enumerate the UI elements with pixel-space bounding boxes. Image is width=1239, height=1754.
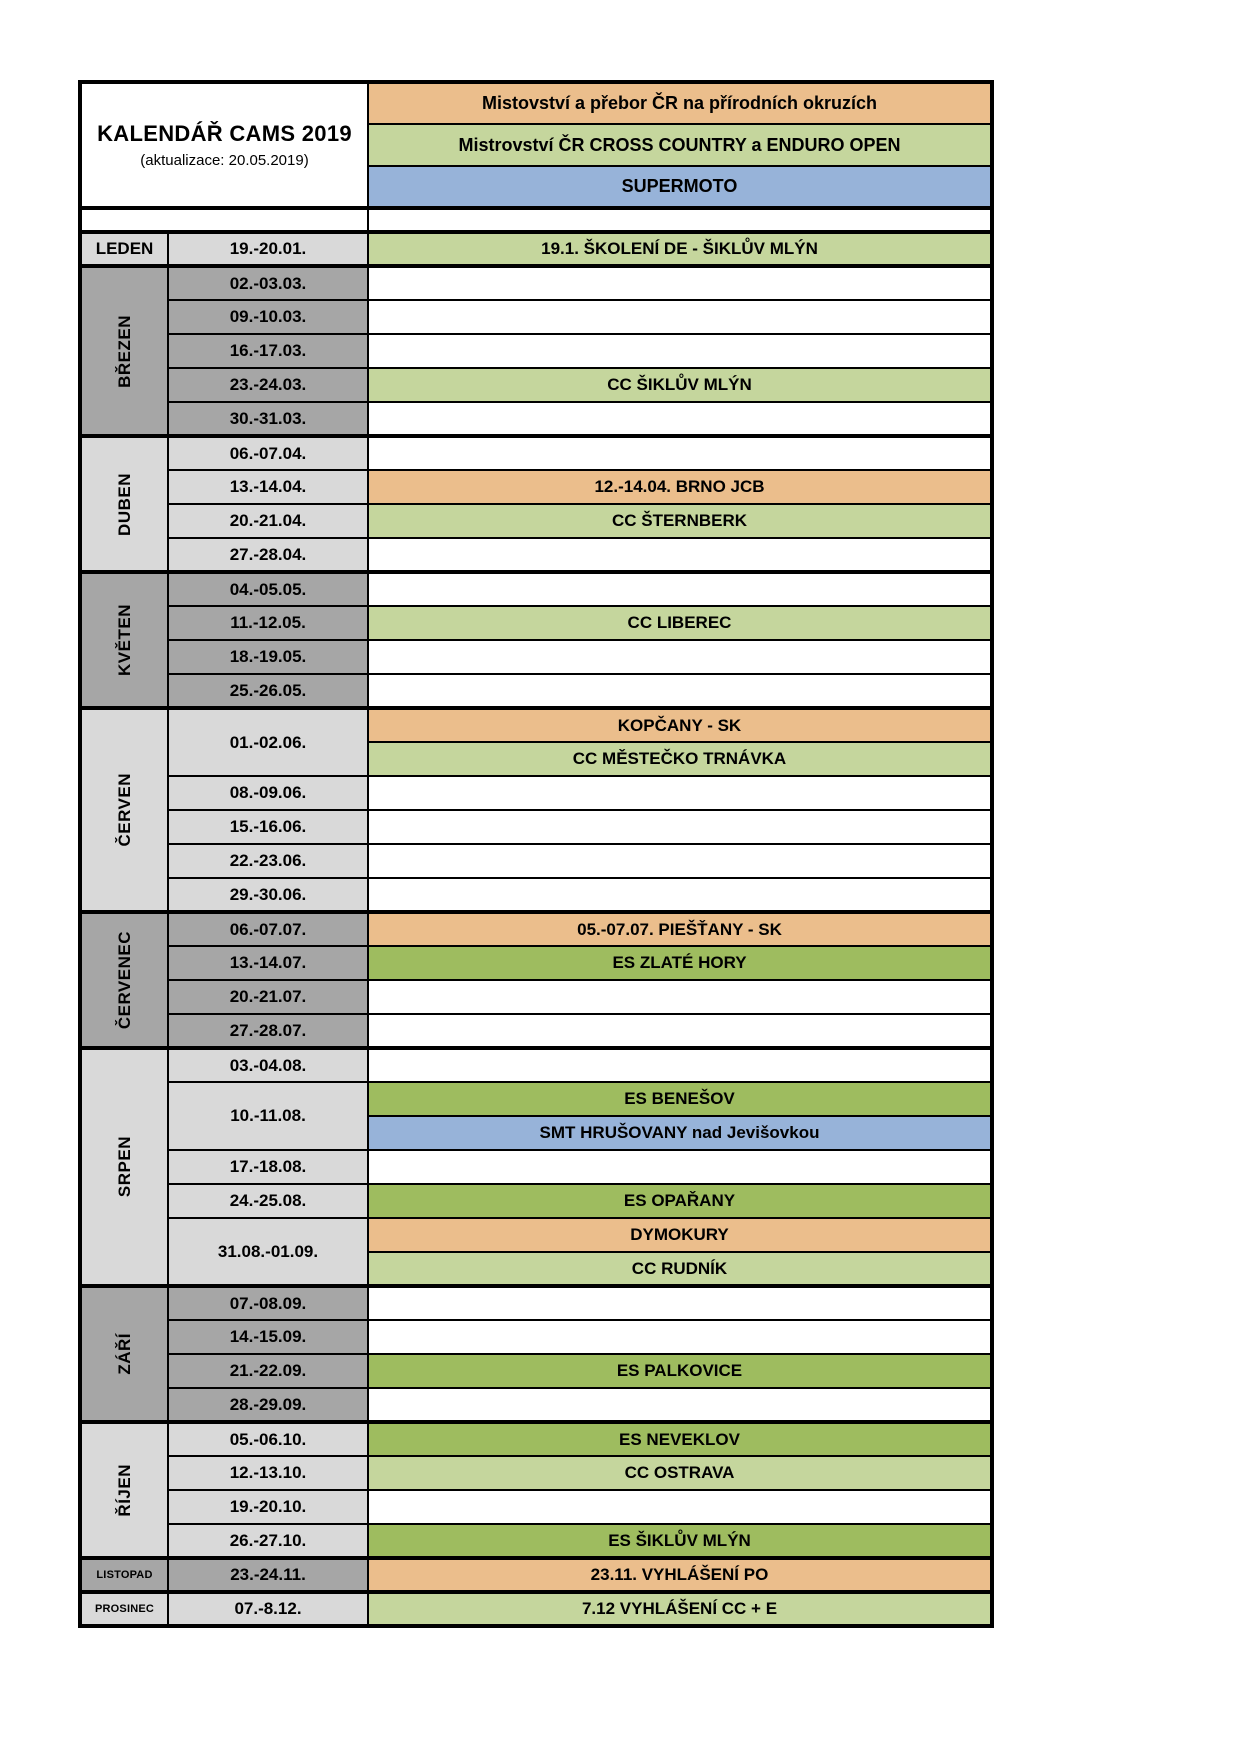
date-cell: 16.-17.03. [168,334,368,368]
event-cell-empty [368,266,992,300]
calendar-row [80,1320,992,1354]
calendar-row [80,674,992,708]
date-cell: 31.08.-01.09. [168,1218,368,1286]
calendar-row [80,266,992,300]
event-cell-empty [368,538,992,572]
date-cell: 05.-06.10. [168,1422,368,1456]
date-cell: 20.-21.07. [168,980,368,1014]
event-cell: ES BENEŠOV [368,1082,992,1116]
date-cell: 27.-28.07. [168,1014,368,1048]
event-cell-empty [368,878,992,912]
date-cell: 06.-07.07. [168,912,368,946]
date-cell: 09.-10.03. [168,300,368,334]
calendar-row [80,1082,992,1116]
legend-row-supermoto: SUPERMOTO [368,166,992,208]
calendar-row [80,1354,992,1388]
event-cell-empty [368,1490,992,1524]
calendar-row [80,1184,992,1218]
calendar-row [80,606,992,640]
month-cell-5 [80,912,168,1048]
event-cell-empty [368,1286,992,1320]
calendar-row [80,572,992,606]
event-cell: ES OPAŘANY [368,1184,992,1218]
event-cell: CC MĚSTEČKO TRNÁVKA [368,742,992,776]
calendar-table [78,80,994,1628]
spacer-cell-right [368,208,992,232]
date-cell: 13.-14.04. [168,470,368,504]
event-cell-empty [368,1150,992,1184]
event-cell-empty [368,402,992,436]
calendar-row [80,1592,992,1626]
event-cell: 23.11. VYHLÁŠENÍ PO [368,1558,992,1592]
calendar-row [80,912,992,946]
calendar-row [80,1048,992,1082]
month-label: ŘÍJEN [114,1463,134,1517]
date-cell: 23.-24.03. [168,368,368,402]
calendar-row [80,776,992,810]
event-cell: 19.1. ŠKOLENÍ DE - ŠIKLŮV MLÝN [368,232,992,266]
event-cell: SMT HRUŠOVANY nad Jevišovkou [368,1116,992,1150]
event-cell-empty [368,810,992,844]
calendar-body [80,232,992,1626]
event-cell: CC ŠTERNBERK [368,504,992,538]
calendar-row [80,640,992,674]
month-cell-8 [80,1422,168,1558]
date-cell: 14.-15.09. [168,1320,368,1354]
calendar-row [80,436,992,470]
event-cell-empty [368,776,992,810]
month-cell-6 [80,1048,168,1286]
calendar-row [80,368,992,402]
date-cell: 25.-26.05. [168,674,368,708]
date-cell: 07.-08.09. [168,1286,368,1320]
month-label: KVĚTEN [114,604,134,676]
month-cell-10 [80,1592,168,1626]
event-cell-empty [368,334,992,368]
calendar-row [80,1490,992,1524]
title-cell [80,82,368,208]
month-cell-3 [80,572,168,708]
calendar-row [80,844,992,878]
date-cell: 19.-20.01. [168,232,368,266]
event-cell-empty [368,640,992,674]
month-label: ČERVEN [114,773,134,847]
date-cell: 13.-14.07. [168,946,368,980]
calendar-row [80,334,992,368]
month-label: LISTOPAD [96,1569,153,1581]
event-cell-empty [368,674,992,708]
date-cell: 02.-03.03. [168,266,368,300]
calendar-row [80,1388,992,1422]
calendar-row [80,402,992,436]
month-cell-1 [80,266,168,436]
date-cell: 01.-02.06. [168,708,368,776]
calendar-sheet [78,80,994,1628]
event-cell-empty [368,980,992,1014]
date-cell: 07.-8.12. [168,1592,368,1626]
calendar-header [80,82,992,232]
calendar-row [80,538,992,572]
event-cell-empty [368,1048,992,1082]
calendar-row [80,300,992,334]
calendar-row [80,878,992,912]
date-cell: 24.-25.08. [168,1184,368,1218]
calendar-title: KALENDÁŘ CAMS 2019 [97,121,352,146]
calendar-row [80,1218,992,1252]
date-cell: 19.-20.10. [168,1490,368,1524]
month-cell-7 [80,1286,168,1422]
date-cell: 15.-16.06. [168,810,368,844]
event-cell-empty [368,844,992,878]
month-label: DUBEN [114,472,134,536]
month-label: BŘEZEN [114,314,134,388]
date-cell: 30.-31.03. [168,402,368,436]
calendar-row [80,1558,992,1592]
calendar-row [80,1422,992,1456]
calendar-row [80,980,992,1014]
date-cell: 23.-24.11. [168,1558,368,1592]
calendar-row [80,708,992,742]
spacer-row [80,208,992,232]
date-cell: 21.-22.09. [168,1354,368,1388]
event-cell-empty [368,1388,992,1422]
event-cell: ES NEVEKLOV [368,1422,992,1456]
calendar-row [80,232,992,266]
date-cell: 17.-18.08. [168,1150,368,1184]
event-cell: CC RUDNÍK [368,1252,992,1286]
event-cell: 7.12 VYHLÁŠENÍ CC + E [368,1592,992,1626]
date-cell: 18.-19.05. [168,640,368,674]
date-cell: 06.-07.04. [168,436,368,470]
calendar-subtitle: (aktualizace: 20.05.2019) [140,152,309,169]
calendar-row [80,1286,992,1320]
date-cell: 28.-29.09. [168,1388,368,1422]
event-cell: KOPČANY - SK [368,708,992,742]
calendar-row [80,946,992,980]
calendar-row [80,1014,992,1048]
event-cell-empty [368,300,992,334]
date-cell: 03.-04.08. [168,1048,368,1082]
month-cell-2 [80,436,168,572]
calendar-row [80,504,992,538]
event-cell: DYMOKURY [368,1218,992,1252]
date-cell: 04.-05.05. [168,572,368,606]
event-cell: ES ŠIKLŮV MLÝN [368,1524,992,1558]
date-cell: 12.-13.10. [168,1456,368,1490]
event-cell-empty [368,572,992,606]
calendar-row [80,1456,992,1490]
calendar-row [80,470,992,504]
legend-row-natural-circuits: Mistovství a přebor ČR na přírodních okruzích [368,82,992,124]
event-cell-empty [368,436,992,470]
month-cell-0 [80,232,168,266]
month-label: ČERVENEC [114,930,134,1030]
date-cell: 20.-21.04. [168,504,368,538]
event-cell: CC OSTRAVA [368,1456,992,1490]
month-label: ZÁŘÍ [114,1333,134,1375]
calendar-row [80,1150,992,1184]
month-cell-4 [80,708,168,912]
date-cell: 11.-12.05. [168,606,368,640]
legend-row-cross-country-enduro: Mistrovství ČR CROSS COUNTRY a ENDURO OPEN [368,124,992,166]
calendar-row [80,1524,992,1558]
date-cell: 22.-23.06. [168,844,368,878]
event-cell: CC LIBEREC [368,606,992,640]
month-label: PROSINEC [94,1603,155,1615]
event-cell: 05.-07.07. PIEŠŤANY - SK [368,912,992,946]
event-cell-empty [368,1320,992,1354]
date-cell: 10.-11.08. [168,1082,368,1150]
month-label: LEDEN [95,239,154,258]
event-cell: ES ZLATÉ HORY [368,946,992,980]
date-cell: 29.-30.06. [168,878,368,912]
calendar-row [80,810,992,844]
month-label: SRPEN [114,1136,134,1198]
event-cell: 12.-14.04. BRNO JCB [368,470,992,504]
date-cell: 27.-28.04. [168,538,368,572]
event-cell: ES PALKOVICE [368,1354,992,1388]
event-cell-empty [368,1014,992,1048]
month-cell-9 [80,1558,168,1592]
date-cell: 08.-09.06. [168,776,368,810]
date-cell: 26.-27.10. [168,1524,368,1558]
spacer-cell-left [80,208,368,232]
event-cell: CC ŠIKLŮV MLÝN [368,368,992,402]
